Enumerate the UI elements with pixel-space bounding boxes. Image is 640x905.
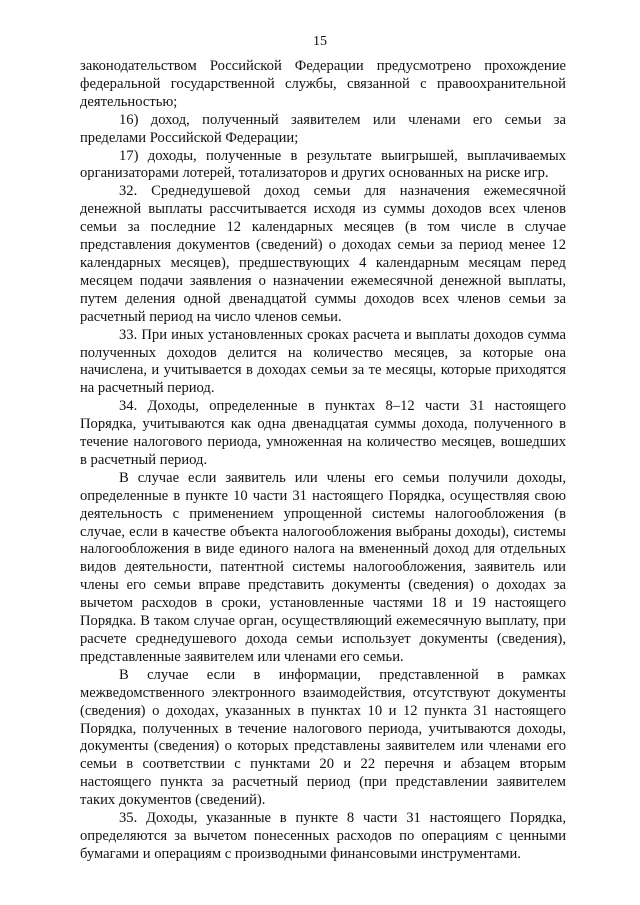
clause-34-paragraph-3: В случае если в информации, представленной в рамках межведомственного электронного взаимодействия, отсутствуют документы (сведения) о доходах, указанных в пунктах 10 и 12 пункта 31 настоящего Порядка, полученных в течение налогового периода, учитываются доходы, документы (сведения) о которых представлены заявителем или членами его семьи в соответствии с пунктами 20 и 22 перечня и абзацем вторым настоящего пункта за расчетный период (при представлении заявителем таких документов (сведений). <box>80 666 566 809</box>
list-item-17: 17) доходы, полученные в результате выигрышей, выплачиваемых организаторами лотерей, тотализаторов и других основанных на риске игр. <box>80 147 566 182</box>
paragraph-continuation: законодательством Российской Федерации предусмотрено прохождение федеральной государственной службы, связанной с правоохранительной деятельностью; <box>80 58 566 110</box>
clause-35: 35. Доходы, указанные в пункте 8 части 31 настоящего Порядка, определяются за вычетом понесенных расходов по операциям с ценными бумагами и операциям с производными финансовыми инструментами. <box>80 810 566 862</box>
clause-34-paragraph-2: В случае если заявитель или члены его семьи получили доходы, определенные в пункте 10 части 31 настоящего Порядка, осуществляя свою деятельность с применением упрощенной системы налогообложения (в случае, если в качестве объекта налогообложения выбраны доходы), системы налогообложения в виде единого налога на вмененный доход для отдельных видов деятельности, патентной системы налогообложения, заявитель или члены его семьи вправе представить документы (сведения) о доходах за вычетом расходов в сроки, установленные частями 18 и 19 настоящего Порядка. В таком случае орган, осуществляющий ежемесячную выплату, при расчете среднедушевого дохода семьи использует документы (сведения), представленные заявителем или членами его семьи. <box>80 469 566 665</box>
clause-32: 32. Среднедушевой доход семьи для назначения ежемесячной денежной выплаты рассчитывается исходя из суммы доходов всех членов семьи за последние 12 календарных месяцев (в том числе в случае представления документов (сведений) о доходах семьи за период менее 12 календарных месяцев), предшествующих 4 календарным месяцам перед месяцем подачи заявления о назначении ежемесячной денежной выплаты, путем деления одной двенадцатой суммы доходов всех членов семьи за расчетный период на число членов семьи. <box>80 183 566 325</box>
clause-34: 34. Доходы, определенные в пунктах 8–12 части 31 настоящего Порядка, учитываются как одна двенадцатая суммы дохода, полученного в течение налогового периода, умноженная на количество месяцев, вошедших в расчетный период. <box>80 398 566 468</box>
clause-33: 33. При иных установленных сроках расчета и выплаты доходов сумма полученных доходов делится на количество месяцев, за которые она начислена, и учитывается в доходах семьи за те месяцы, которые приходятся на расчетный период. <box>80 326 566 397</box>
list-item-16: 16) доход, полученный заявителем или членами его семьи за пределами Российской Федерации; <box>80 111 566 146</box>
document-body <box>80 58 566 864</box>
page-number: 15 <box>313 34 327 49</box>
